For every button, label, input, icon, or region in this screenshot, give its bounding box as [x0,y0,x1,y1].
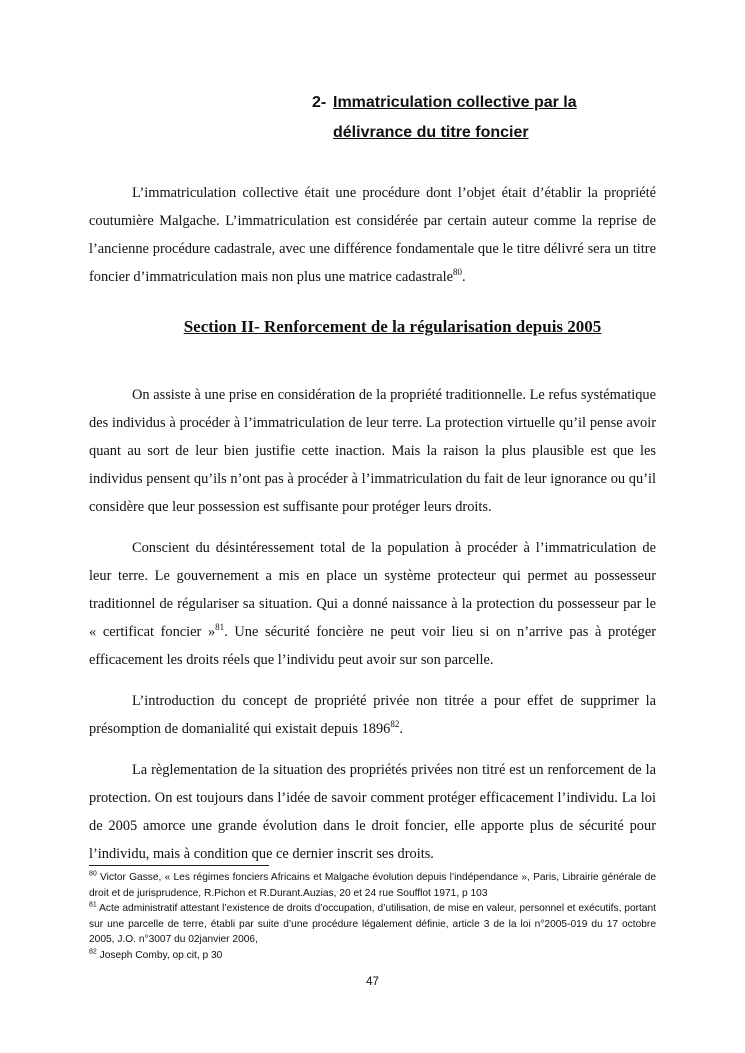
footnote-82-number: 82 [89,948,97,956]
footnotes [89,870,656,963]
footnote-81-text: Acte administratif attestant l’existence de droits d’occupation, d’utilisation, de mise en valeur, personnel et exécutifs, portant sur une parcelle de terre, établi par suite d’une procédure légalement définie, article 3 de la loi n°2005-019 du 17 octobre 2005, J.O. n°3007 du 02janvier 2006, [89,903,656,945]
paragraph-1: On assiste à une prise en considération de la propriété traditionnelle. Le refus systématique des individus à procéder à l’immatriculation de leur terre. La protection virtuelle qu’il pense avoir quant au sort de leur bien justifie cette inaction. Mais la raison la plus plausible est que les individus pensent qu’ils n’ont pas à procéder à l’immatriculation du fait de leur ignorance ou qu’il considère que leur possession est suffisante pour protéger leurs droits. [89,387,656,515]
paragraph-2-text-a: Conscient du désintéressement total de la population à procéder à l’immatriculation de leur terre. Le gouvernement a mis en place un système protecteur qui permet au possesseur traditionnel de régulariser sa situation. Qui a donné naissance à la protection du possesseur par le « certificat foncier » [89,540,656,640]
paragraph-3-text-b: . [399,721,403,737]
footnote-81-number: 81 [89,901,97,909]
footnote-80-text: Victor Gasse, « Les régimes fonciers Africains et Malgache évolution depuis l’indépendance », Paris, Librairie générale de droit et de jurisprudence, R.Pichon et R.Durant.Auzias, 20 et 24 rue Soufflot 1971, p 103 [89,872,656,899]
subsection-number: 2- [312,94,327,111]
intro-end: . [462,269,466,285]
subsection-title-line-2: délivrance du titre foncier [333,124,529,141]
footnote-80 [89,870,656,901]
subsection-heading [312,88,672,148]
intro-text: L’immatriculation collective était une procédure dont l’objet était d’établir la propriété coutumière Malgache. L’immatriculation est considérée par certain auteur comme la reprise de l’ancienne procédure cadastrale, avec une différence fondamentale que le titre délivré sera un titre foncier d’immatriculation mais non plus une matrice cadastrale [89,185,656,285]
paragraph-3-text-a: L’introduction du concept de propriété privée non titrée a pour effet de supprimer la présomption de domanialité qui existait depuis 1896 [89,693,656,737]
section-title-text: Section II- Renforcement de la régularisation depuis 2005 [183,317,602,336]
paragraph-2-text-b: . Une sécurité foncière ne peut voir lieu si on n’arrive pas à protéger efficacement les droits réels que l’individu peut avoir sur son parcelle. [89,624,656,668]
body-text [89,381,656,868]
footnote-80-number: 80 [89,870,97,878]
intro-paragraph [89,179,656,291]
footnote-82-text: Joseph Comby, op cit, p 30 [96,949,223,961]
paragraph-4: La règlementation de la situation des propriétés privées non titré est un renforcement de la protection. On est toujours dans l’idée de savoir comment protéger efficacement l’individu. La loi de 2005 amorce une grande évolution dans le droit foncier, elle apporte plus de sécurité pour l’individu, mais à condition que ce dernier inscrit ses droits. [89,762,656,862]
section-title [0,317,745,337]
paragraph-3 [89,687,656,743]
paragraph-2 [89,534,656,674]
footnote-ref-82: 82 [390,719,400,730]
subsection-title-line-1: Immatriculation collective par la [333,94,577,111]
footnote-81 [89,901,656,948]
footnote-82 [89,948,656,964]
footnote-separator [89,865,269,866]
page-number: 47 [366,976,379,988]
intro-paragraph-block [89,179,656,291]
footnote-ref-80: 80 [453,267,463,278]
footnote-ref-81: 81 [215,622,225,633]
